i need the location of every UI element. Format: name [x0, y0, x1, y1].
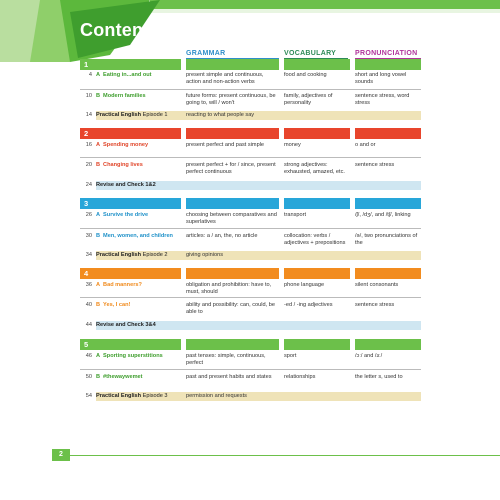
lesson-page: 36 — [85, 282, 92, 288]
row-divider — [80, 297, 421, 298]
unit-5-header — [80, 339, 421, 350]
lesson-letter: A — [96, 72, 101, 78]
grammar-cell: present perfect + for / since, present perfect continuous — [186, 162, 276, 175]
unit-1-header — [80, 59, 421, 70]
unit-number: 5 — [84, 340, 89, 349]
practical-page: 54 — [85, 393, 92, 399]
pronunciation-cell: o and or — [355, 142, 376, 148]
lesson-page: 16 — [85, 142, 92, 148]
practical-topic: reacting to what people say — [186, 112, 255, 118]
grammar-cell: articles: a / an, the, no article — [186, 233, 258, 239]
lesson-letter: B — [96, 93, 101, 99]
vocabulary-cell: family, adjectives of personality — [284, 93, 333, 106]
revise-label: Revise and Check 3&4 — [96, 322, 156, 328]
vocabulary-cell: -ed / -ing adjectives — [284, 302, 333, 308]
lesson-title: Survive the drive — [103, 212, 149, 218]
lesson-page: 50 — [85, 374, 92, 380]
vocabulary-column-header: VOCABULARY — [284, 50, 337, 57]
practical-page: 14 — [85, 112, 92, 118]
page-number-badge: 2 — [52, 449, 70, 461]
grammar-cell: present perfect and past simple — [186, 142, 265, 148]
grammar-column-header: GRAMMAR — [186, 50, 226, 57]
revise-page: 24 — [85, 182, 92, 188]
unit-3-header — [80, 198, 421, 209]
lesson-title: Men, women, and children — [103, 233, 173, 239]
grammar-cell: future forms: present continuous, be going to, will / won't — [186, 93, 276, 106]
practical-episode: Episode 3 — [142, 393, 168, 399]
vocabulary-cell: food and cooking — [284, 72, 327, 78]
pronunciation-cell: short and long vowel sounds — [355, 72, 407, 85]
vocabulary-cell: transport — [284, 212, 307, 218]
grammar-cell: present simple and continuous, action and non-action verbs — [186, 72, 264, 85]
revise-page: 44 — [85, 322, 92, 328]
lesson-page: 26 — [85, 212, 92, 218]
pronunciation-cell: /ʃ/, /dʒ/, and /tʃ/, linking — [355, 212, 411, 218]
vocabulary-cell: phone language — [284, 282, 325, 288]
revise-label: Revise and Check 1&2 — [96, 182, 156, 188]
practical-label: Practical English — [96, 112, 142, 118]
pronunciation-cell: the letter s, used to — [355, 374, 403, 380]
pronunciation-column-header: PRONUNCIATION — [355, 50, 418, 57]
lesson-letter: B — [96, 162, 101, 168]
grammar-cell: choosing between comparatives and superlatives — [186, 212, 277, 225]
top-strip-light — [150, 9, 500, 13]
pronunciation-cell: /ə/, two pronunciations of the — [355, 233, 418, 246]
lesson-title: Bad manners? — [103, 282, 142, 288]
practical-page: 34 — [85, 252, 92, 258]
lesson-letter: B — [96, 302, 101, 308]
pronunciation-cell: silent consonants — [355, 282, 399, 288]
page-title: Contents — [80, 20, 160, 40]
lesson-title: Spending money — [103, 142, 149, 148]
grammar-cell: past tenses: simple, continuous, perfect — [186, 353, 266, 366]
practical-label: Practical English — [96, 393, 142, 399]
unit-2-header — [80, 128, 421, 139]
practical-topic: permission and requests — [186, 393, 247, 399]
lesson-page: 46 — [85, 353, 92, 359]
lesson-title: Changing lives — [103, 162, 143, 168]
lesson-page: 30 — [85, 233, 92, 239]
row-divider — [80, 228, 421, 229]
unit-4-header — [80, 268, 421, 279]
lesson-letter: A — [96, 142, 101, 148]
unit-number: 3 — [84, 199, 89, 208]
row-divider — [80, 157, 421, 158]
unit-number: 1 — [84, 60, 89, 69]
top-strip — [150, 0, 500, 9]
practical-english-row[interactable] — [80, 392, 421, 401]
pronunciation-cell: sentence stress — [355, 302, 395, 308]
pronunciation-cell: sentence stress — [355, 162, 395, 168]
pronunciation-cell: /ɔː/ and /ɜː/ — [355, 353, 383, 359]
lesson-letter: B — [96, 233, 101, 239]
lesson-page: 40 — [85, 302, 92, 308]
grammar-cell: ability and possibility: can, could, be able to — [186, 302, 275, 315]
lesson-title: Yes, I can! — [103, 302, 131, 308]
vocabulary-cell: strong adjectives: exhausted, amazed, etc. — [284, 162, 345, 175]
vocabulary-cell: relationships — [284, 374, 316, 380]
unit-number: 2 — [84, 129, 89, 138]
practical-topic: giving opinions — [186, 252, 224, 258]
revise-and-check-row[interactable] — [80, 321, 421, 330]
footer-rule — [70, 455, 500, 456]
lesson-page: 20 — [85, 162, 92, 168]
practical-episode: Episode 1 — [142, 112, 168, 118]
lesson-letter: B — [96, 374, 101, 380]
vocabulary-cell: sport — [284, 353, 297, 359]
practical-label: Practical English — [96, 252, 142, 258]
lesson-page: 10 — [85, 93, 92, 99]
grammar-cell: obligation and prohibition: have to, must, should — [186, 282, 272, 295]
row-divider — [80, 369, 421, 370]
lesson-letter: A — [96, 212, 101, 218]
practical-english-row[interactable] — [80, 251, 421, 260]
lesson-title: #thewaywemet — [103, 374, 143, 380]
lesson-letter: A — [96, 282, 101, 288]
revise-and-check-row[interactable] — [80, 181, 421, 190]
lesson-page: 4 — [88, 72, 92, 78]
row-divider — [80, 89, 421, 90]
lesson-title: Eating in...and out — [103, 72, 152, 78]
pronunciation-cell: sentence stress, word stress — [355, 93, 410, 106]
lesson-title: Sporting superstitions — [103, 353, 163, 359]
practical-episode: Episode 2 — [142, 252, 168, 258]
grammar-cell: past and present habits and states — [186, 374, 272, 380]
practical-english-row[interactable] — [80, 111, 421, 120]
vocabulary-cell: collocation: verbs / adjectives + prepositions — [284, 233, 346, 246]
vocabulary-cell: money — [284, 142, 301, 148]
lesson-letter: A — [96, 353, 101, 359]
lesson-title: Modern families — [103, 93, 146, 99]
unit-number: 4 — [84, 269, 89, 278]
